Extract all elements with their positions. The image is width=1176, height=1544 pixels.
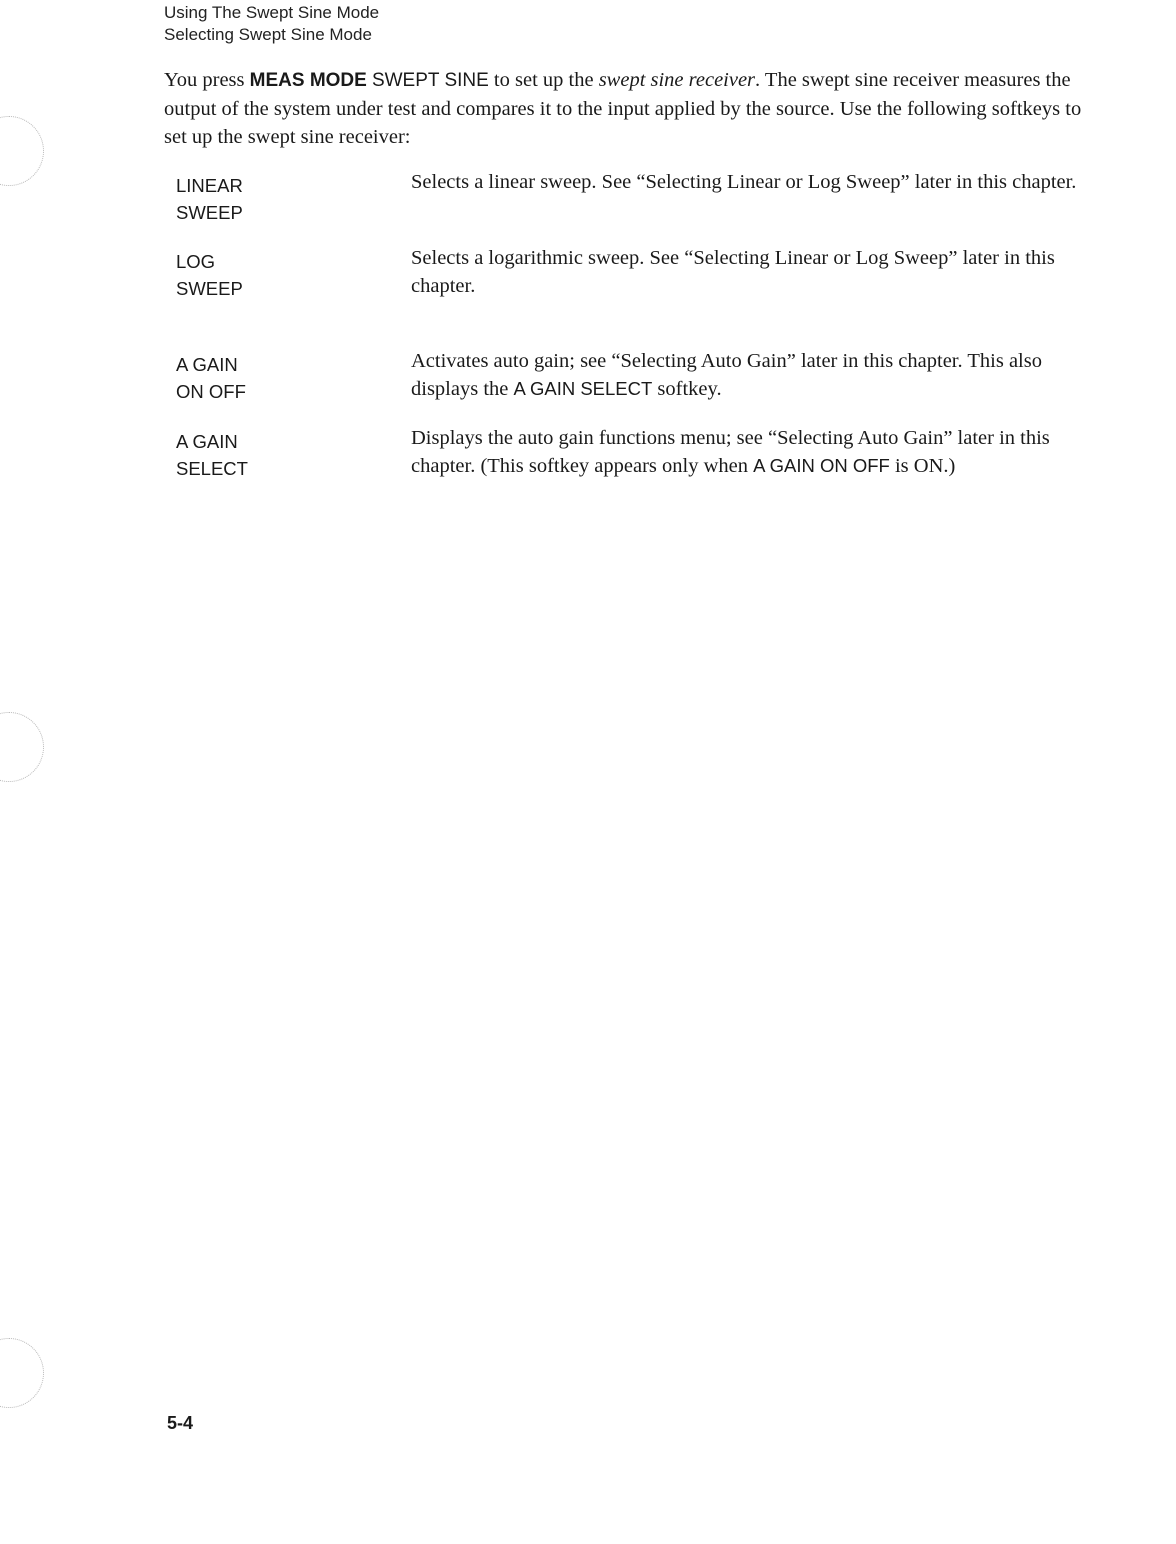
running-header xyxy=(164,2,379,46)
softkey-label-line: SWEEP xyxy=(176,202,243,223)
intro-text-4: . The swept sine receiver measures the output of the system under test and compares it to the input applied by the source. Use the following softkeys to set up the swept sine receiver: xyxy=(164,69,1082,148)
page-number: 5-4 xyxy=(167,1413,194,1433)
softkey-label-line: LOG xyxy=(176,251,216,272)
softkey-label xyxy=(176,172,386,226)
swept-sine-key: SWEPT SINE xyxy=(371,70,489,91)
a-gain-on-off-key: A GAIN ON OFF xyxy=(753,455,890,476)
description-text: Displays the auto gain functions menu; see “Selecting Auto Gain” later in this chapter. (This softkey appears only when xyxy=(411,427,1050,477)
softkey-description xyxy=(411,424,1101,480)
softkey-label-line: SELECT xyxy=(176,458,248,479)
swept-sine-receiver-term: swept sine receiver xyxy=(598,69,756,91)
intro-paragraph xyxy=(164,66,1084,151)
softkey-label-line: LINEAR xyxy=(176,175,243,196)
description-text: Activates auto gain; see “Selecting Auto Gain” later in this chapter. This also displays the xyxy=(411,350,1042,400)
softkey-label-line: A GAIN xyxy=(176,354,238,375)
header-section-title: Selecting Swept Sine Mode xyxy=(164,25,372,44)
softkey-label-line: A GAIN xyxy=(176,431,238,452)
softkey-description: Selects a linear sweep. See “Selecting Linear or Log Sweep” later in this chapter. xyxy=(411,171,1077,193)
binder-hole-bottom xyxy=(0,1338,44,1408)
intro-text-3: to set up the xyxy=(488,69,599,91)
softkey-label xyxy=(176,248,386,302)
softkey-description xyxy=(411,347,1101,403)
softkey-label xyxy=(176,428,386,482)
softkey-label-line: SWEEP xyxy=(176,278,243,299)
description-text: softkey. xyxy=(652,378,722,400)
binder-hole-middle xyxy=(0,712,44,782)
intro-text-1: You press xyxy=(164,69,250,91)
a-gain-select-key: A GAIN SELECT xyxy=(513,378,653,399)
header-chapter-title: Using The Swept Sine Mode xyxy=(164,3,380,22)
description-text: is ON.) xyxy=(889,455,956,477)
binder-hole-top xyxy=(0,116,44,186)
softkey-label xyxy=(176,351,386,405)
softkey-label-line: ON OFF xyxy=(176,381,246,402)
softkey-description: Selects a logarithmic sweep. See “Selecting Linear or Log Sweep” later in this chapter. xyxy=(411,247,1055,297)
meas-mode-key: MEAS MODE xyxy=(249,70,367,91)
